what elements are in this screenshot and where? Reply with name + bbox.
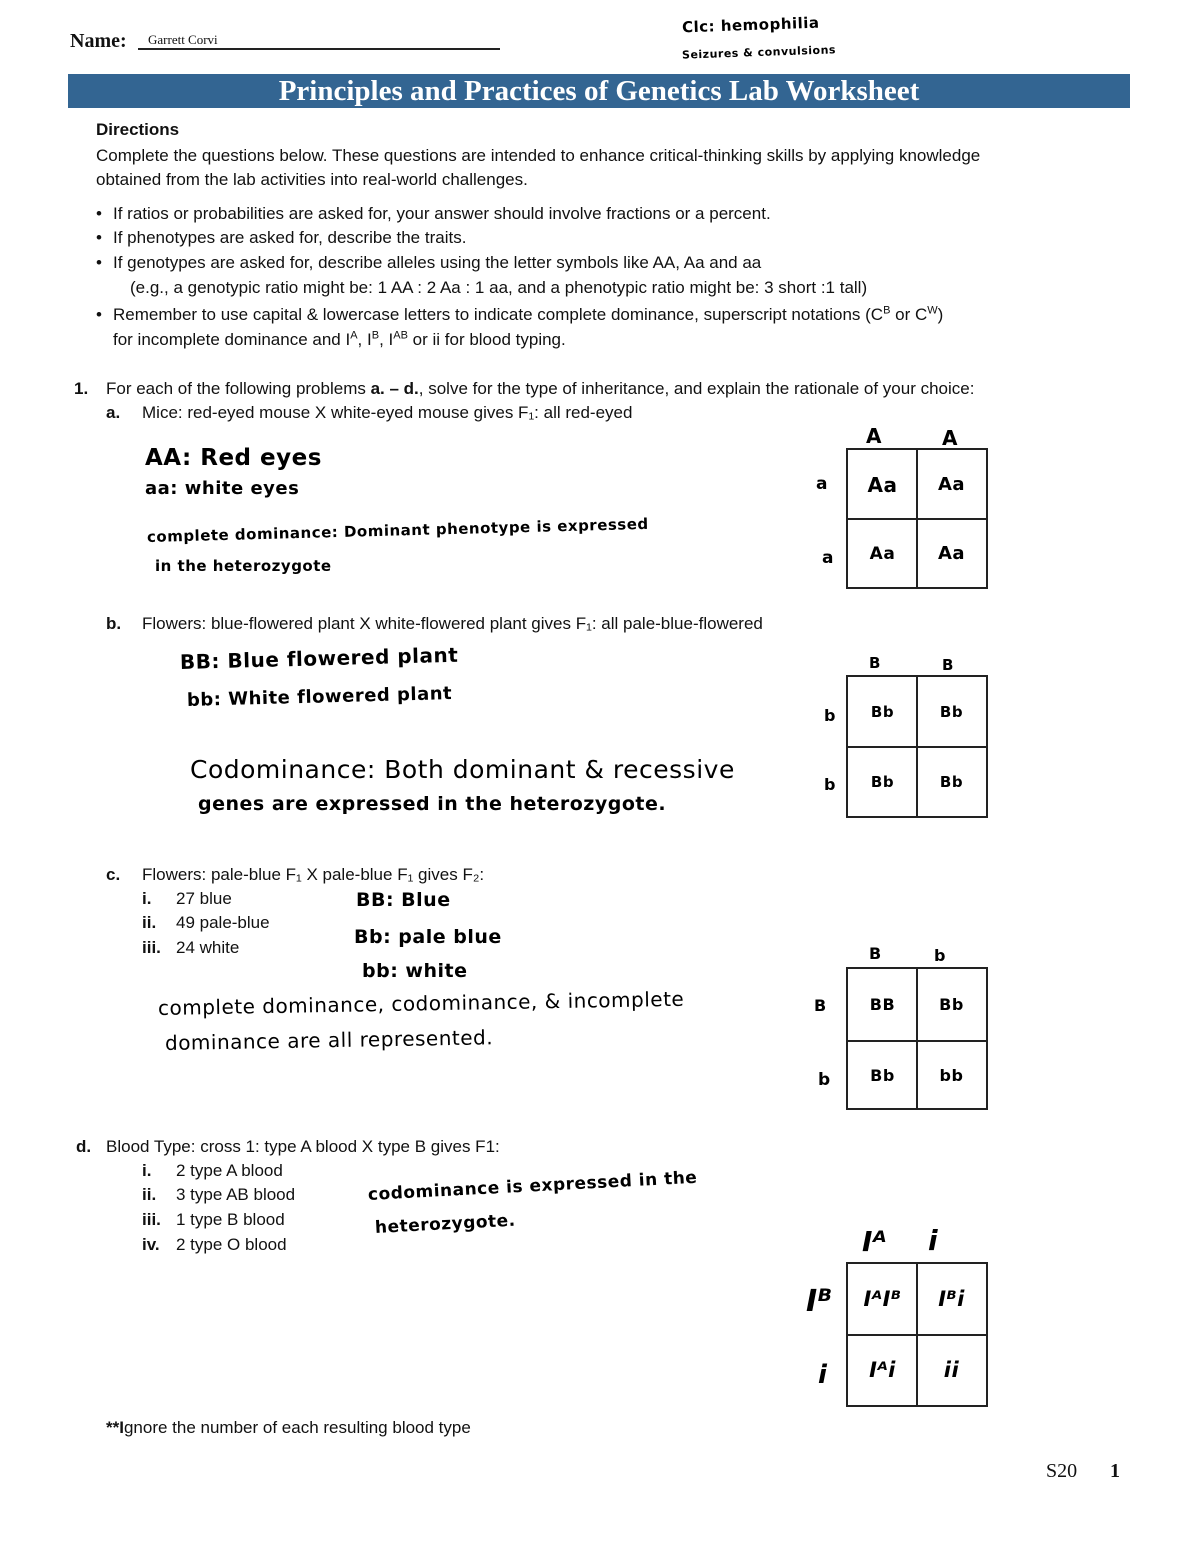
bullet-5-text: , I xyxy=(357,330,372,349)
q1c-top-allele: B xyxy=(869,944,882,963)
q1d-hw1: codominance is expressed in the xyxy=(367,1167,698,1205)
q1-text-c: , solve for the type of inheritance, and explain the rationale of your choice: xyxy=(418,379,975,398)
bullet-4-text: Remember to use capital & lowercase letters to indicate complete dominance, superscript notations (C xyxy=(113,305,884,324)
q1d-hw2: heterozygote. xyxy=(374,1210,517,1238)
q1c-iii-text: 24 white xyxy=(176,938,240,957)
bullet-5-sup: B xyxy=(371,329,380,342)
punnett-cell: Aa xyxy=(867,472,898,497)
bullet-dot: • xyxy=(96,305,102,324)
bullet-4-mid: or C xyxy=(890,305,928,324)
bullet-3: If genotypes are asked for, describe alleles using the letter symbols like AA, Aa and aa xyxy=(113,253,762,272)
punnett-cell: BB xyxy=(869,995,896,1014)
q1b-hw4: genes are expressed in the heterozygote. xyxy=(198,793,667,815)
q1b-top-allele: B xyxy=(942,656,954,674)
q1d-ii-text: 3 type AB blood xyxy=(176,1185,296,1204)
footer-code: S20 xyxy=(1046,1460,1078,1482)
q1c-hw4: complete dominance, codominance, & incomplete xyxy=(157,986,685,1020)
q1d-side-allele: Iᴮ xyxy=(806,1284,833,1319)
bullet-5-text: , I xyxy=(379,330,394,349)
q1d-iv-text: 2 type O blood xyxy=(176,1235,287,1254)
q1d-top-allele: i xyxy=(928,1224,939,1257)
punnett-cell: ii xyxy=(943,1358,960,1382)
bullet-2: If phenotypes are asked for, describe the traits. xyxy=(113,228,467,247)
directions-line1: Complete the questions below. These questions are intended to enhance critical-thinking skills by applying knowledge xyxy=(96,146,981,165)
q1a-hw1: AA: Red eyes xyxy=(145,445,322,471)
bullet-5-sup: AB xyxy=(393,329,408,342)
bullet-5-text: for incomplete dominance and I xyxy=(113,330,351,349)
q1d-iii-text: 1 type B blood xyxy=(176,1210,285,1229)
q1b-text: Flowers: blue-flowered plant X white-flowered plant gives F₁: all pale-blue-flowered xyxy=(142,614,763,633)
punnett-cell: IᴬIᴮ xyxy=(863,1287,902,1311)
punnett-cell: Bb xyxy=(939,995,964,1014)
directions-heading: Directions xyxy=(96,120,180,139)
q1c-ii-label: ii. xyxy=(142,913,157,932)
q1b-hw3: Codominance: Both dominant & recessive xyxy=(190,755,735,784)
q1c-i-label: i. xyxy=(142,889,152,908)
q1d-note xyxy=(106,1416,471,1440)
punnett-cell: Aa xyxy=(869,543,896,564)
q1a-side-allele: a xyxy=(822,548,834,568)
bullet-5-text: or ii for blood typing. xyxy=(407,330,566,349)
q1-text-a: For each of the following problems xyxy=(106,379,371,398)
q1d-side-allele: i xyxy=(818,1360,828,1390)
punnett-cell: Bb xyxy=(870,772,895,791)
q1d-punnett-square xyxy=(846,1262,988,1407)
punnett-cell: Bb xyxy=(870,1065,895,1085)
clc-sub: Seizures & convulsions xyxy=(681,43,837,62)
punnett-cell: Aa xyxy=(937,543,966,564)
q1a-hw2: aa: white eyes xyxy=(145,478,300,499)
punnett-cell: Bb xyxy=(939,702,964,721)
q1b-side-allele: b xyxy=(824,706,836,725)
q1a-text: Mice: red-eyed mouse X white-eyed mouse gives F₁: all red-eyed xyxy=(142,403,633,422)
q1d-iii-label: iii. xyxy=(142,1210,161,1229)
page-number: 1 xyxy=(1110,1460,1120,1482)
punnett-cell: bb xyxy=(939,1065,964,1085)
q1a-hw4: in the heterozygote xyxy=(155,557,332,575)
bullet-4 xyxy=(113,303,943,327)
q1c-ii-text: 49 pale-blue xyxy=(176,913,270,932)
q1c-hw1: BB: Blue xyxy=(356,889,451,911)
bullet-dot: • xyxy=(96,228,102,247)
page-title: Principles and Practices of Genetics Lab Worksheet xyxy=(278,75,920,107)
q1d-note-text: gnore the number of each resulting blood type xyxy=(123,1418,471,1437)
q1c-hw2: Bb: pale blue xyxy=(354,926,502,948)
q1a-top-allele: A xyxy=(942,426,958,450)
q1c-text: Flowers: pale-blue F₁ X pale-blue F₁ gives F₂: xyxy=(142,865,485,884)
name-label: Name: xyxy=(70,30,127,52)
bullet-dot: • xyxy=(96,253,102,272)
q1a-top-allele: A xyxy=(866,424,882,448)
q1-number: 1. xyxy=(74,379,89,398)
bullet-dot: • xyxy=(96,204,102,223)
q1b-side-allele: b xyxy=(824,775,836,794)
bullet-4-sup: W xyxy=(927,304,938,317)
q1c-side-allele: b xyxy=(818,1070,831,1090)
q1d-ii-label: ii. xyxy=(142,1185,157,1204)
clc-note: Clc: hemophilia xyxy=(681,13,820,37)
q1d-iv-label: iv. xyxy=(142,1235,160,1254)
directions-line2: obtained from the lab activities into real-world challenges. xyxy=(96,170,528,189)
bullet-4-end: ) xyxy=(937,305,944,324)
q1a-hw3: complete dominance: Dominant phenotype is expressed xyxy=(146,514,649,546)
bullet-5-sup: A xyxy=(350,329,358,342)
bullet-4-sup: B xyxy=(883,304,891,317)
q1b-hw1: BB: Blue flowered plant xyxy=(179,642,459,674)
q1d-top-allele: Iᴬ xyxy=(862,1225,888,1258)
q1d-i-text: 2 type A blood xyxy=(176,1161,283,1180)
q1a-side-allele: a xyxy=(816,474,828,494)
q1-text xyxy=(106,377,974,401)
punnett-cell: Iᴮi xyxy=(938,1287,965,1311)
punnett-cell: Iᴬi xyxy=(869,1358,896,1382)
q1c-punnett-square xyxy=(846,967,988,1110)
punnett-cell: Aa xyxy=(937,474,966,495)
q1b-hw2: bb: White flowered plant xyxy=(186,683,453,711)
q1a-punnett-square xyxy=(846,448,988,589)
punnett-cell: Bb xyxy=(939,772,964,791)
q1-text-b: a. – d. xyxy=(370,379,419,398)
q1c-iii-label: iii. xyxy=(142,938,161,957)
q1c-top-allele: b xyxy=(934,946,946,965)
q1c-label: c. xyxy=(106,865,121,884)
q1b-punnett-square xyxy=(846,675,988,818)
name-underline xyxy=(138,48,500,50)
q1b-label: b. xyxy=(106,614,122,633)
q1d-text: Blood Type: cross 1: type A blood X type B gives F1: xyxy=(106,1137,500,1156)
q1c-hw5: dominance are all represented. xyxy=(164,1025,494,1055)
punnett-cell: Bb xyxy=(870,702,895,721)
q1c-side-allele: B xyxy=(814,996,827,1015)
bullet-1: If ratios or probabilities are asked for, your answer should involve fractions or a percent. xyxy=(113,204,771,223)
name-value: Garrett Corvi xyxy=(148,32,218,47)
q1d-note-prefix: **I xyxy=(106,1418,124,1437)
q1c-i-text: 27 blue xyxy=(176,889,232,908)
q1d-i-label: i. xyxy=(142,1161,152,1180)
q1c-hw3: bb: white xyxy=(362,960,468,982)
bullet-5 xyxy=(113,328,566,352)
bullet-3-example: (e.g., a genotypic ratio might be: 1 AA : 2 Aa : 1 aa, and a phenotypic ratio might be: 3 short :1 tall) xyxy=(130,278,868,297)
q1d-label: d. xyxy=(76,1137,92,1156)
q1a-label: a. xyxy=(106,403,121,422)
q1b-top-allele: B xyxy=(869,654,881,672)
